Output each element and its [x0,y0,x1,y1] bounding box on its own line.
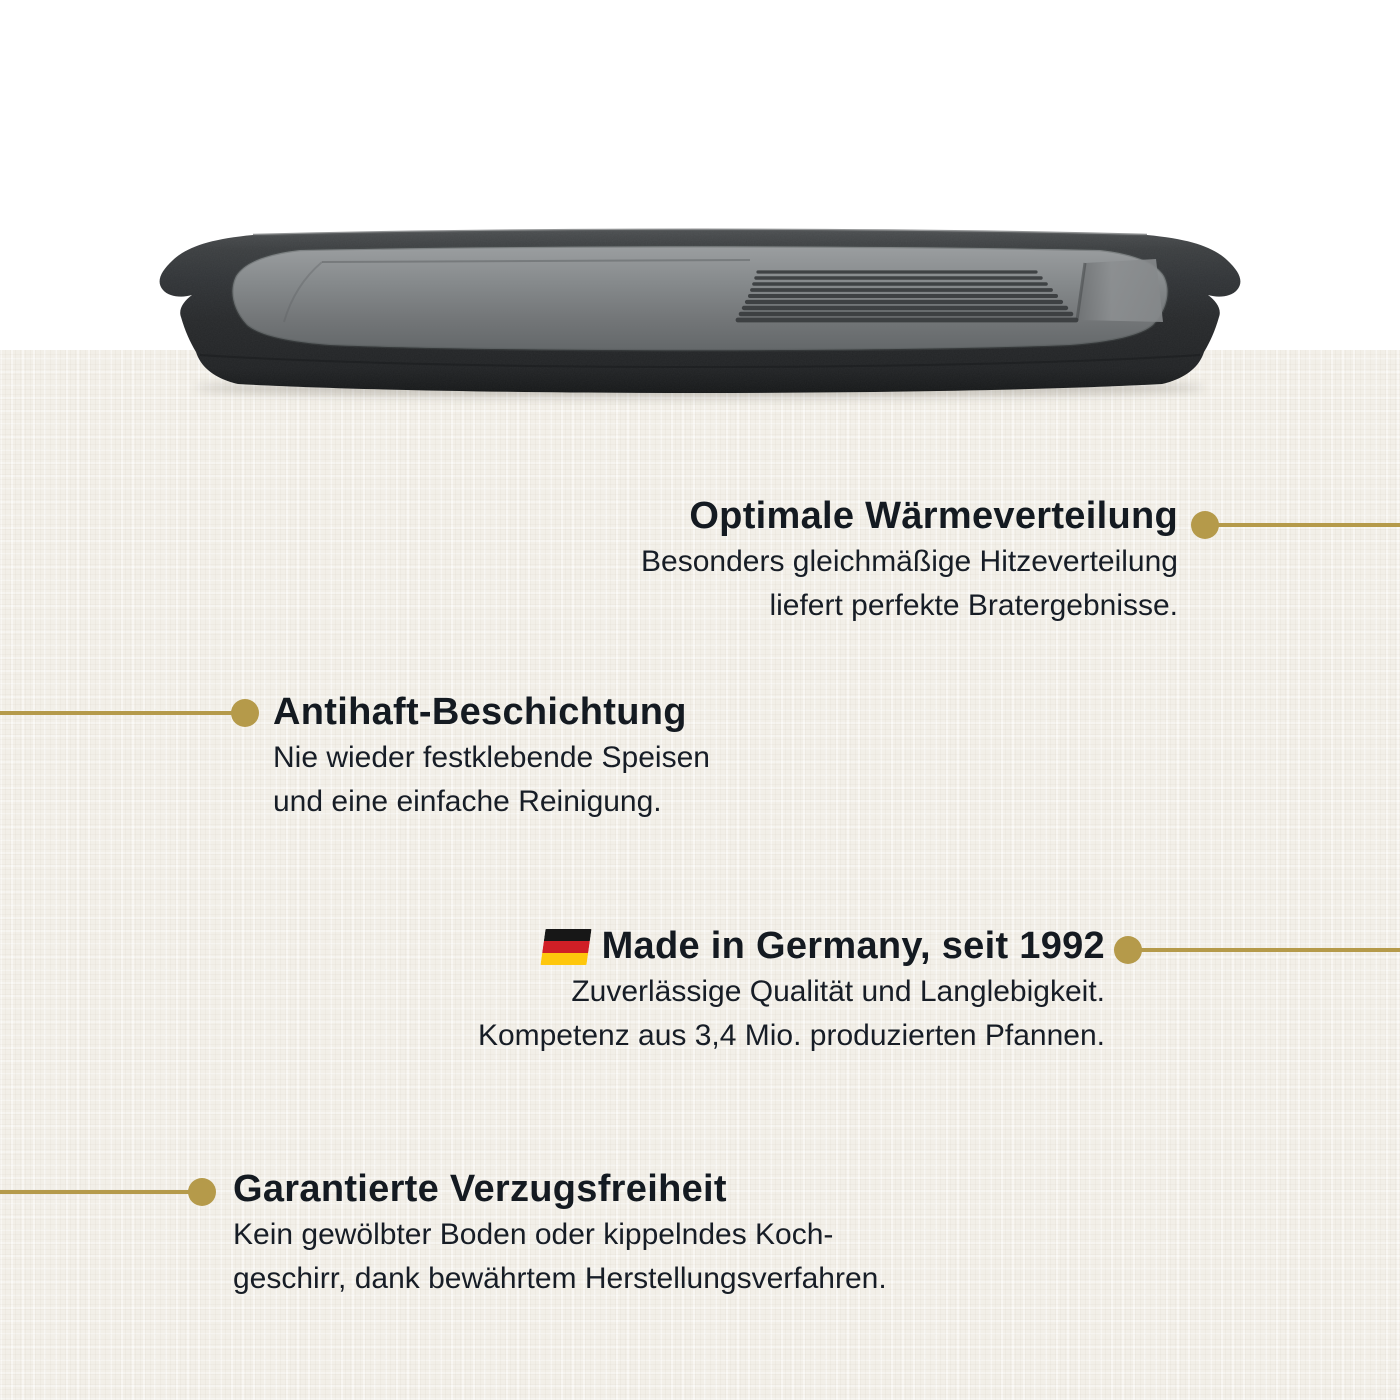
grill-plate-illustration [150,205,1250,405]
feature-description-line: geschirr, dank bewährtem Herstellungsverfahren. [233,1261,887,1295]
feature-callout-verzugsfreiheit [233,1167,1033,1301]
germany-flag-icon [540,929,591,965]
flag-stripe-black [543,929,591,941]
callout-connector-line [1218,523,1400,527]
callout-connector-dot [188,1178,216,1206]
feature-title: Optimale Wärmeverteilung [689,495,1178,537]
feature-description-line: Besonders gleichmäßige Hitzeverteilung [641,544,1178,578]
callout-connector-dot [1191,511,1219,539]
feature-description-line: liefert perfekte Bratergebnisse. [769,588,1178,622]
feature-title: Antihaft-Beschichtung [273,691,687,733]
callout-connector-dot [231,699,259,727]
feature-description-line: und eine einfache Reinigung. [273,784,662,818]
callout-connector-line [0,1190,192,1194]
feature-title: Garantierte Verzugsfreiheit [233,1168,727,1210]
feature-description-line: Kompetenz aus 3,4 Mio. produzierten Pfannen. [477,1018,1105,1052]
feature-callout-made-in-germany [385,924,1105,1058]
flag-stripe-gold [540,953,588,965]
pan-drain-ledge [1077,259,1163,322]
feature-callout-antihaft [273,690,913,824]
product-image-grill-plate [150,205,1250,405]
callout-connector-line [1141,948,1400,952]
callout-connector-dot [1114,936,1142,964]
feature-callout-waermeverteilung [478,494,1178,628]
grill-ribs [738,272,1076,320]
feature-description-line: Kein gewölbter Boden oder kippelndes Koch- [233,1217,834,1251]
callout-connector-line [0,711,235,715]
feature-title-row [385,924,1105,970]
feature-description-line: Zuverlässige Qualität und Langlebigkeit. [571,974,1105,1008]
flag-stripe-red [542,941,590,953]
feature-description-line: Nie wieder festklebende Speisen [273,740,710,774]
feature-title: Made in Germany, seit 1992 [601,925,1105,967]
